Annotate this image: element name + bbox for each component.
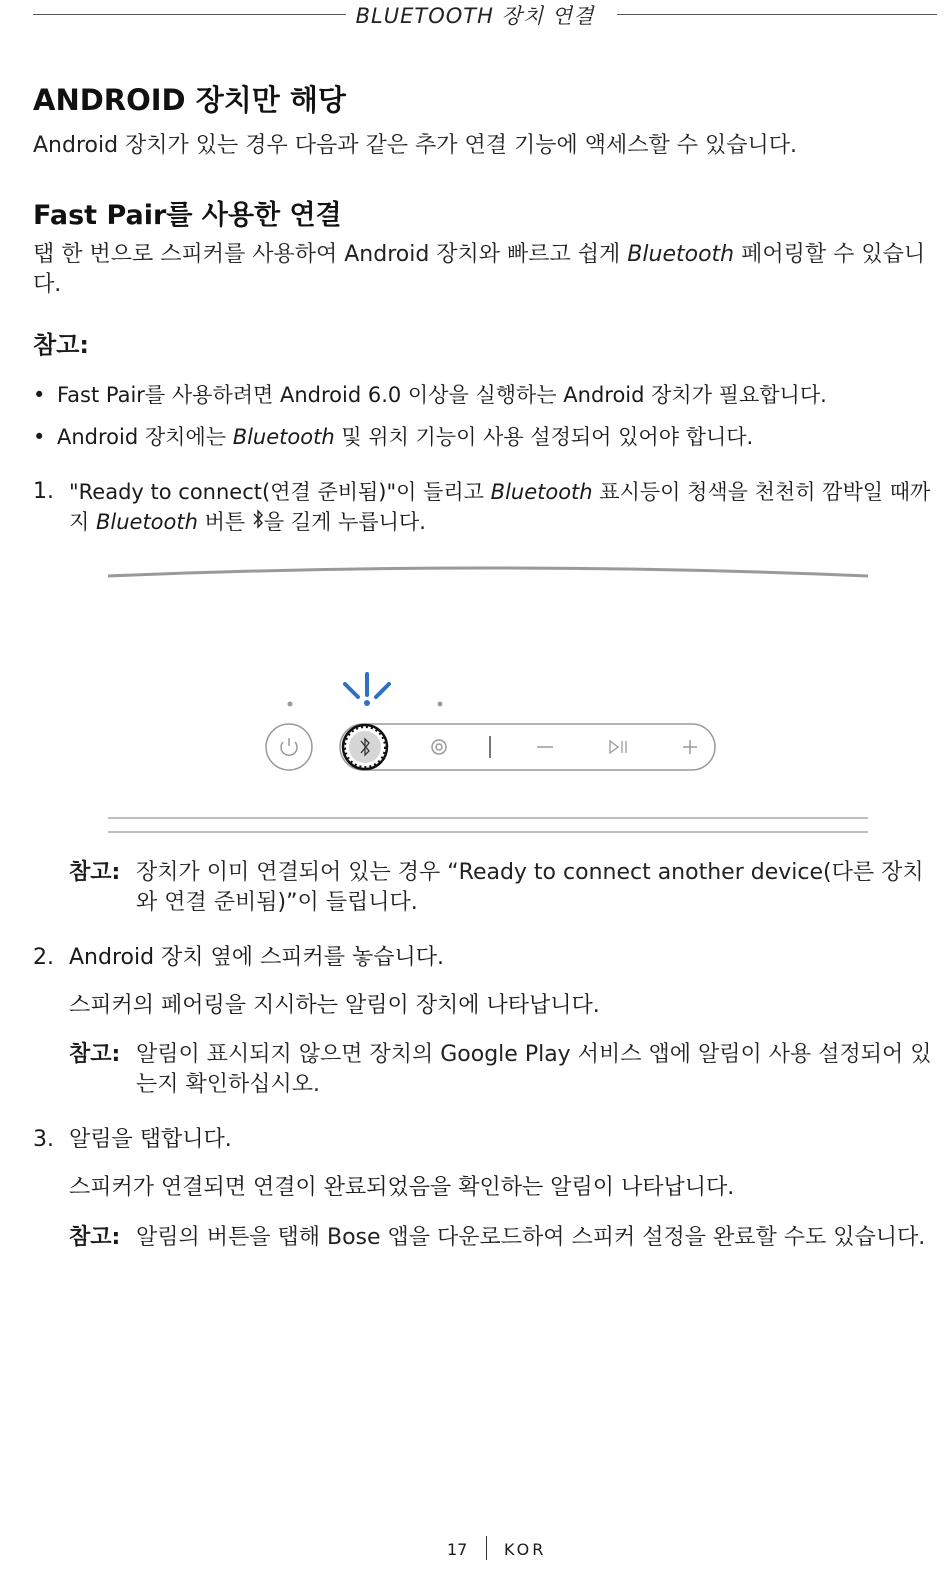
step-3-note-label: 참고: bbox=[69, 1225, 121, 1250]
blinking-indicator-icon bbox=[345, 674, 389, 697]
step-3-text: 알림을 탭합니다. bbox=[69, 1127, 232, 1152]
step-1-number: 1. bbox=[33, 479, 54, 504]
step-2-number: 2. bbox=[33, 945, 54, 970]
footer-divider bbox=[486, 1536, 487, 1560]
subsection-text-a: 탭 한 번으로 스피커를 사용하여 Android 장치와 빠르고 쉽게 bbox=[33, 242, 628, 267]
step-1-text-b: 표시등이 청색을 천천히 깜박일 때까지 bbox=[69, 480, 931, 534]
subsection-text bbox=[33, 240, 938, 300]
bullet-dot: • bbox=[33, 383, 46, 407]
step-1-note-label: 참고: bbox=[69, 860, 121, 885]
step-1-text-c: 버튼 bbox=[197, 510, 252, 534]
step-3-note-text: 알림의 버튼을 탭해 Bose 앱을 다운로드하여 스피커 설정을 완료할 수도 있습니다. bbox=[136, 1225, 926, 1250]
bullet-text-2-em: Bluetooth bbox=[232, 425, 335, 449]
bullet-text-2a: Android 장치에는 bbox=[57, 425, 233, 449]
page-header bbox=[0, 0, 950, 30]
bluetooth-icon bbox=[252, 507, 264, 537]
step-1-text-d: 을 길게 누릅니다. bbox=[263, 510, 426, 534]
step-1-em-b: Bluetooth bbox=[95, 510, 198, 534]
subsection-text-em: Bluetooth bbox=[627, 242, 735, 267]
bullet-text-1: Fast Pair를 사용하려면 Android 6.0 이상을 실행하는 Android 장치가 필요합니다. bbox=[57, 383, 827, 407]
note-heading: 참고: bbox=[33, 331, 89, 359]
power-button bbox=[266, 724, 312, 770]
step-1-text bbox=[69, 477, 938, 537]
page-number: 17 bbox=[447, 1540, 468, 1559]
intro-text: Android 장치가 있는 경우 다음과 같은 추가 연결 기능에 액세스할 수 있습니다. bbox=[33, 133, 798, 158]
step-2-note-text: 알림이 표시되지 않으면 장치의 Google Play 서비스 앱에 알림이 사용 설정되어 있는지 확인하십시오. bbox=[136, 1042, 932, 1097]
step-1-note-text: 장치가 이미 연결되어 있는 경우 “Ready to connect another device(다른 장치와 연결 준비됨)”이 들립니다. bbox=[136, 860, 924, 915]
header-title: BLUETOOTH 장치 연결 bbox=[346, 4, 605, 28]
subsection-text-b: 페어링할 수 있습니다. bbox=[33, 242, 926, 297]
step-1-em-a: Bluetooth bbox=[490, 480, 593, 504]
step-2-sub: 스피커의 페어링을 지시하는 알림이 장치에 나타납니다. bbox=[69, 993, 600, 1018]
bullet-text-2b: 및 위치 기능이 사용 설정되어 있어야 합니다. bbox=[334, 425, 754, 449]
subsection-title: Fast Pair를 사용한 연결 bbox=[33, 200, 342, 231]
step-3-sub: 스피커가 연결되면 연결이 완료되었음을 확인하는 알림이 나타납니다. bbox=[69, 1175, 735, 1200]
language-code: KOR bbox=[504, 1540, 547, 1559]
step-1-text-a: "Ready to connect(연결 준비됨)"이 들리고 bbox=[69, 480, 491, 504]
button-panel bbox=[340, 724, 715, 770]
bullet-item-1 bbox=[33, 380, 827, 410]
bullet-item-2 bbox=[33, 422, 753, 452]
step-2-note-label: 참고: bbox=[69, 1042, 121, 1067]
bullet-dot: • bbox=[33, 425, 46, 449]
step-2-text: Android 장치 옆에 스피커를 놓습니다. bbox=[69, 945, 445, 970]
speaker-illustration bbox=[100, 560, 880, 840]
section-title: ANDROID 장치만 해당 bbox=[33, 83, 346, 117]
step-3-number: 3. bbox=[33, 1127, 54, 1152]
